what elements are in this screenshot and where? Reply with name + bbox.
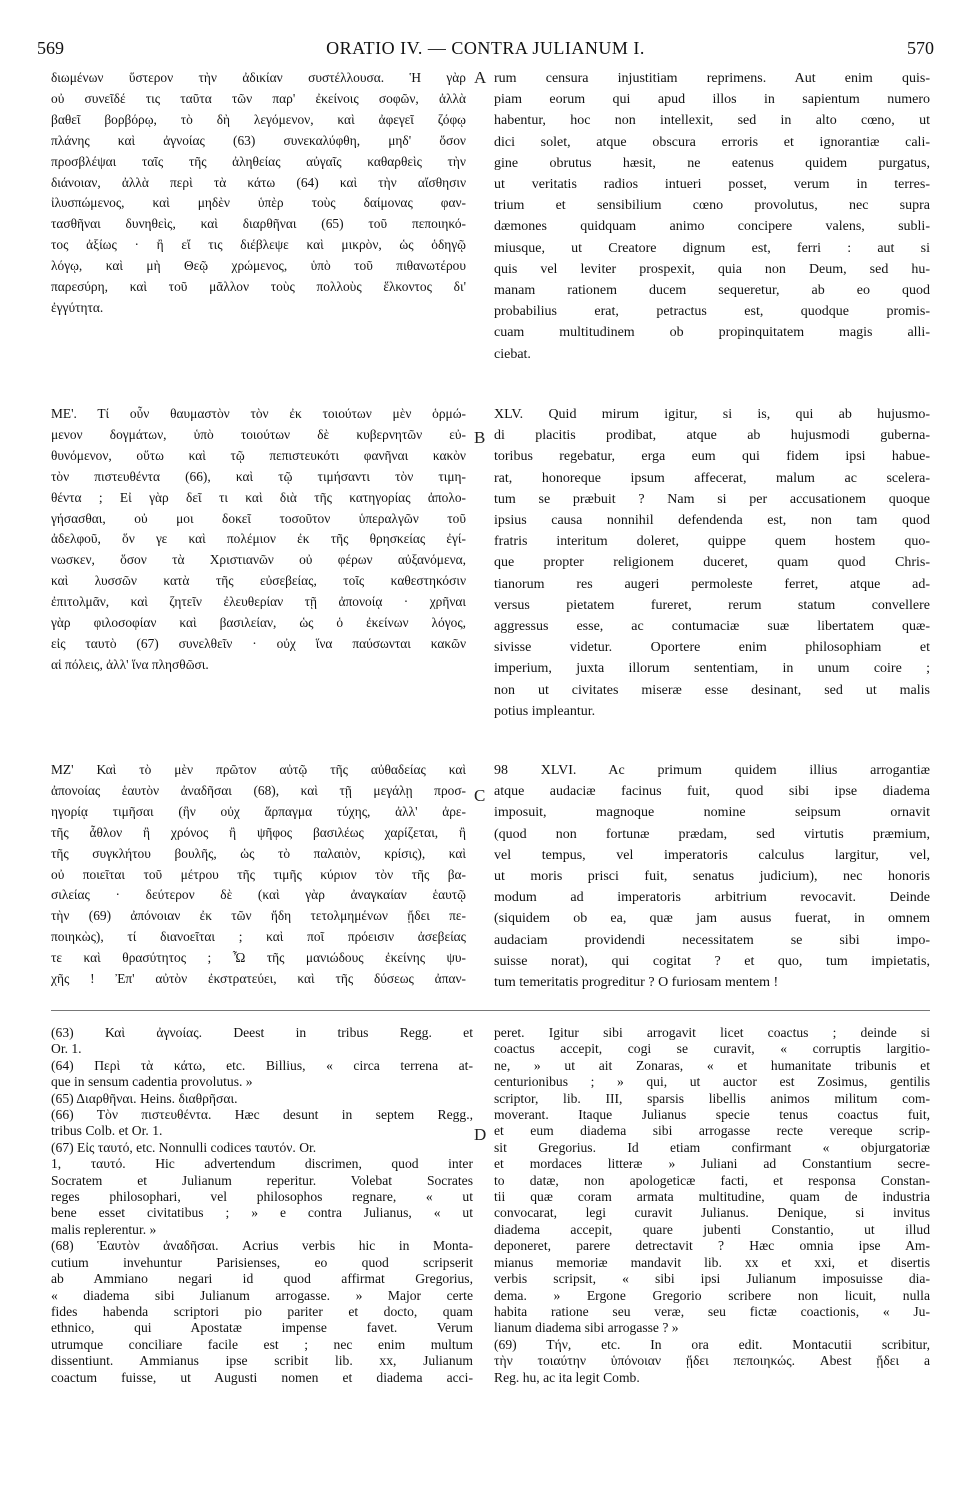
text-line: imposuit, magnoque nomine seipsum ornavit bbox=[494, 805, 930, 821]
text-line: Or. 1. bbox=[51, 1041, 82, 1057]
text-line: ηγορίᾳ τιμῆσαι (ἣν οὐχ ἅρπαγμα τύχης, ἀλλ' ἀρε- bbox=[51, 803, 466, 819]
text-line: toribus regebatur, erga eum qui fidem ipsi habue- bbox=[494, 449, 930, 465]
text-line: ἀπονοίας ἑαυτὸν ἀναδῆσαι (68), καὶ τῇ μεγάλῃ προσ- bbox=[51, 782, 466, 798]
text-line: (quod non fortunæ prædam, sed virtutis præmium, bbox=[494, 826, 930, 842]
text-line: λόγῳ, καὶ μὴ Θεῷ χρώμενος, ὑπὸ τοῦ πιθανωτέρου bbox=[51, 258, 466, 274]
text-line: tianorum res augeri permoleste ferret, atque ad- bbox=[494, 576, 930, 592]
text-line: suisse norat), qui cogitat ? et quo, tum impietatis, bbox=[494, 953, 930, 969]
text-line: XLV. Quid mirum igitur, si is, qui ab hujusmo- bbox=[494, 407, 930, 422]
text-line: διωμένων ὕστερον τὴν ἀδικίαν συστέλλουσα. Ἡ γὰρ bbox=[51, 70, 466, 85]
text-line: γὰρ φιλοσοφίαν καὶ βασιλείαν, ὡς ὁ ἐκείνων λόγος, bbox=[51, 615, 466, 631]
text-line: imperium, juxta illorum sententiam, in unum coire ; bbox=[494, 661, 930, 677]
text-line: dæmones quidquam animo concipere valens, subli- bbox=[494, 219, 930, 235]
text-line: utrumque conciliare facile est ; nec enim multum bbox=[51, 1336, 473, 1352]
text-line: dici solet, atque obscura erroris et ignorantiæ cali- bbox=[494, 134, 930, 150]
text-line: μενον δογμάτων, ὑπὸ τοιούτων δὲ κυβερνητῶν εὐ- bbox=[51, 426, 466, 442]
running-title: ORATIO IV. — CONTRA JULIANUM I. bbox=[326, 38, 645, 58]
text-line: tribus Colb. et Or. 1. bbox=[51, 1123, 163, 1139]
text-line: (63) Καὶ ἀγνοίας. Deest in tribus Regg. et bbox=[51, 1025, 473, 1040]
latin-text-block bbox=[494, 760, 930, 993]
margin-letter-a: A bbox=[474, 68, 487, 87]
text-line: probabilius erat, petractus est, quodque promis- bbox=[494, 304, 930, 320]
text-line: non ut civitates miseræ esse desinant, sed ut malis bbox=[494, 682, 930, 698]
text-line: ἐπιτολμᾶν, καὶ ζητεῖν ἐλευθερίαν τῇ ἀπονοίᾳ · χρῆναι bbox=[51, 594, 466, 610]
text-line: bene esset civitatibus ; » e contra Julianus, « ut bbox=[51, 1205, 473, 1221]
running-header bbox=[37, 38, 934, 64]
text-line: καὶ λυσσῶν κατὰ τῆς εὐσεβείας, τοῖς καθεστηκόσιν bbox=[51, 573, 466, 589]
text-line: versus pietatem fureret, rerum statum convellere bbox=[494, 597, 930, 613]
text-line: προσβλέψαι ταῖς τῆς ἀληθείας αὐγαῖς καθαρθεὶς τὴν bbox=[51, 153, 466, 169]
text-line: et mordaces litteræ » Juliani ad Constantium secre- bbox=[494, 1156, 930, 1172]
text-line: ab Ammiano negari id quod affirmat Gregorius, bbox=[51, 1271, 473, 1287]
text-line: θυνόμενον, οὕτω καὶ τῷ πεπιστευκότι φανῆναι κακὸν bbox=[51, 447, 466, 463]
text-line: piam eorum qui apud illos in sapientum numero bbox=[494, 92, 930, 108]
text-line: lianum diadema sibi arrogasse ? » bbox=[494, 1320, 679, 1336]
text-line: (67) Εἰς ταυτό, etc. Nonnulli codices ταυτόν. Or. bbox=[51, 1139, 317, 1155]
text-line: sit Gregorius. Id etiam confirmant « objurgatoriæ bbox=[494, 1139, 930, 1155]
text-line: mianus memoriæ mandavit lib. xx et xxi, et disertis bbox=[494, 1254, 930, 1270]
text-line: Reg. hu, ac ita legit Comb. bbox=[494, 1369, 640, 1385]
text-line: τὴν (69) ἀπόνοιαν ἐκ τῶν ἤδη τετολμημένων ᾔδει πε- bbox=[51, 908, 466, 924]
text-line: reges philosophari, vel philosophos regnare, « ut bbox=[51, 1189, 473, 1205]
text-line: modum ad imperatoris arbitrium revocavit. Deinde bbox=[494, 890, 930, 906]
text-line: coactus accepit, cogi se curavit, « corruptis largitio- bbox=[494, 1041, 930, 1057]
footnotes-left bbox=[51, 1025, 473, 1386]
latin-text-block bbox=[494, 68, 930, 365]
text-line: ciebat. bbox=[494, 346, 531, 362]
text-line: ne, » ut ait Zonaras, « et humanitate tribunis et bbox=[494, 1057, 930, 1073]
text-line: que propter religionem duceret, quam quod Chris- bbox=[494, 555, 930, 571]
text-line: (66) Τὸν πιστευθέντα. Hæc desunt in septem Regg., bbox=[51, 1107, 473, 1123]
text-line: « diadema sibi Julianum arrogasse. » Major certe bbox=[51, 1287, 473, 1303]
text-line: di placitis prodibat, atque ab hujusmodi guberna- bbox=[494, 428, 930, 444]
text-line: (68) Ἑαυτὸν ἀναδῆσαι. Acrius verbis hic in Monta- bbox=[51, 1238, 473, 1254]
text-line: 1, ταυτό. Hic advertendum discrimen, quod inter bbox=[51, 1156, 473, 1172]
text-line: atque audaciæ facinus fuit, quod sibi ipse diadema bbox=[494, 784, 930, 800]
text-line: γήσασθαι, οὐ μοι δοκεῖ τοσοῦτον ὑπεραλγῶν τοῦ bbox=[51, 510, 466, 526]
text-line: habita ratione seu veræ, seu fictæ coactionis, « Ju- bbox=[494, 1303, 930, 1319]
text-line: cuam multitudinem ob propinquitatem magis alli- bbox=[494, 325, 930, 341]
text-line: διάνοιαν, ἀλλὰ περὶ τὰ κάτω (64) καὶ τὴν αἴσθησιν bbox=[51, 174, 466, 190]
text-line: ἐγγύτητα. bbox=[51, 299, 104, 315]
text-line: deponeret, parere detrectavit ? Hæc omnia ipse Am- bbox=[494, 1238, 930, 1254]
text-line: εἰς ταυτὸ (67) συνελθεῖν · οὐχ ἵνα παύσωνται κακῶν bbox=[51, 635, 466, 651]
text-line: dema. » Ergone Gregorio scribere non licuit, nulla bbox=[494, 1287, 930, 1303]
text-line: quis vel leviter prospexit, quia non Deum, sed hu- bbox=[494, 261, 930, 277]
text-line: sivisse videtur. Oportere enim philosophiam et bbox=[494, 640, 930, 656]
text-line: ΜΖ' Καὶ τὸ μὲν πρῶτον αὐτῷ τῆς αὐθαδείας καὶ bbox=[51, 762, 466, 777]
text-line: trium et sensibilium cœno provolutus, nec supra bbox=[494, 198, 930, 214]
greek-text-block bbox=[51, 68, 466, 319]
text-line: audaciam providendi necessitatem se sibi impo- bbox=[494, 932, 930, 948]
text-line: fratris interitum doleret, quippe quem hostem quo- bbox=[494, 534, 930, 550]
text-line: rat, honoreque ipsum affecerat, malum ac scelera- bbox=[494, 470, 930, 486]
text-line: que in sensum cadentia provolutus. » bbox=[51, 1074, 253, 1090]
text-line: ut moris prisci fuit, senatus judicium), nec honoris bbox=[494, 869, 930, 885]
text-line: gine obrutus hæsit, ne eatenus quidem purgatus, bbox=[494, 155, 930, 171]
text-line: coactum fuisse, ut Augusti nomen et diadema acci- bbox=[51, 1369, 473, 1385]
text-line: (64) Περὶ τὰ κάτω, etc. Billius, « circa terrena at- bbox=[51, 1057, 473, 1073]
greek-text-block bbox=[51, 404, 466, 676]
text-line: οὐ συνεῖδέ τις ταῦτα τῶν παρ' ἐκείνοις σοφῶν, ἀλλὰ bbox=[51, 90, 466, 106]
page-number-right: 570 bbox=[907, 38, 934, 58]
greek-text-block bbox=[51, 760, 466, 990]
text-line: diadema accepit, quare jubenti Constantio, ut illud bbox=[494, 1221, 930, 1237]
text-line: αἱ πόλεις, ἀλλ' ἵνα πλησθῶσι. bbox=[51, 656, 209, 672]
text-line: aggressus esse, ac contumaciæ suæ libertatem quæ- bbox=[494, 619, 930, 635]
margin-letter-c: C bbox=[474, 786, 486, 805]
text-line: centurionibus ; » qui, ut auctor est Zosimus, gentilis bbox=[494, 1074, 930, 1090]
text-line: (65) Διαρθῆναι. Heins. διαθρῆσαι. bbox=[51, 1090, 238, 1106]
footnotes-right bbox=[494, 1025, 930, 1386]
margin-letter-b: B bbox=[474, 428, 486, 447]
text-line: dissentiunt. Ammianus ipse scribit lib. xx, Julianum bbox=[51, 1353, 473, 1369]
text-line: miusque, ut Creatore dignum est, ferri : aut si bbox=[494, 240, 930, 256]
text-line: τῆς ἆθλον ἢ χρόνος ἢ ψῆφος βασιλέως χαρίζεται, ἢ bbox=[51, 824, 466, 840]
text-line: τε καὶ θρασύτητος ; Ὦ τῆς μανιώδους ἐκείνης ψυ- bbox=[51, 950, 466, 966]
text-line: χῆς ! Ἐπ' αὐτὸν ἐκστρατεύει, καὶ τῆς δύσεως ἀπαν- bbox=[51, 971, 466, 987]
text-line: scriptor, lib. III, sparsis libellis animos militum com- bbox=[494, 1090, 930, 1106]
text-line: malis replerentur. » bbox=[51, 1221, 157, 1237]
text-line: τος ἀξίως · ἢ εἴ τις διέβλεψε καὶ μικρὸν, ὡς ὁδηγῷ bbox=[51, 237, 466, 253]
page-number-left: 569 bbox=[37, 38, 64, 58]
text-line: τῆς συγκλήτου βουλῆς, ὡς τὸ παλαιὸν, κρίσις), καὶ bbox=[51, 845, 466, 861]
footnote-separator bbox=[51, 1010, 930, 1011]
latin-text-block bbox=[494, 404, 930, 722]
text-line: οὐ ποιεῖται τοῦ μέτρου τῆς τιμῆς κύριον τὸν τῆς βα- bbox=[51, 866, 466, 882]
text-line: convocarat, legi curavit Julianus. Denique, si invitus bbox=[494, 1205, 930, 1221]
text-line: 98 XLVI. Ac primum quidem illius arrogantiæ bbox=[494, 763, 930, 778]
text-line: moverant. Itaque Julianus specie tenus coactus fuit, bbox=[494, 1107, 930, 1123]
text-line: potius impleantur. bbox=[494, 703, 596, 719]
text-line: to datæ, non apologeticæ facti, et responsa Constan- bbox=[494, 1172, 930, 1188]
text-line: tii quæ coram armata multitudine, quam de industria bbox=[494, 1189, 930, 1205]
text-line: ποιηκὼς), τί διανοεῖται ; καὶ ποῖ πρόεισιν ἀσεβείας bbox=[51, 929, 466, 945]
text-line: habentur, hoc non intellexit, sed in alto cœno, ut bbox=[494, 113, 930, 129]
text-line: ΜΕ'. Τί οὖν θαυμαστὸν τὸν ἐκ τοιούτων μὲν ὁρμώ- bbox=[51, 406, 466, 421]
margin-letter-d: D bbox=[474, 1125, 487, 1144]
text-line: θέντα ; Εἰ γὰρ δεῖ τι καὶ διὰ τῆς κατηγορίας ἀπολο- bbox=[51, 489, 466, 505]
text-line: ut veritatis radios intueri posset, verum in terres- bbox=[494, 177, 930, 193]
text-line: et eum diadema sibi arrogasse recte vereque scrip- bbox=[494, 1123, 930, 1139]
text-line: ἀδελφοῦ, ὅν γε καὶ πολέμιον ἐκ τῆς θρησκείας ἐγί- bbox=[51, 531, 466, 547]
text-line: manam rationem ducem sequeretur, ab eo quod bbox=[494, 283, 930, 299]
text-line: βαθεῖ βορβόρῳ, τὸ δὴ λεγόμενον, καὶ ἀφεγεῖ ζόφῳ bbox=[51, 111, 466, 127]
text-line: (69) Τήν, etc. In ora edit. Montacutii scribitur, bbox=[494, 1336, 930, 1352]
text-line: σιλείας · δεύτερον δὲ (καὶ γὰρ ἀναγκαίαν ἑαυτῷ bbox=[51, 887, 466, 903]
text-line: τὸν πιστευθέντα (66), καὶ τῷ τιμήσαντι τὸν τιμη- bbox=[51, 468, 466, 484]
text-line: peret. Igitur sibi arrogavit licet coactus ; deinde si bbox=[494, 1025, 930, 1040]
text-line: νωσκεν, ὅσον τὰ Χριστιανῶν οὐ φέρων αὐξανόμενα, bbox=[51, 552, 466, 568]
text-line: Socratem et Julianum reperitur. Volebat Socrates bbox=[51, 1172, 473, 1188]
text-line: ipsius causa nonnihil defendenda est, non tam quod bbox=[494, 513, 930, 529]
text-line: ethnico, qui Apostatæ impense favet. Verum bbox=[51, 1320, 473, 1336]
text-line: τὴν τοιαύτην ὑπόνοιαν ᾔδει πεποιηκώς. Abest ᾔδει a bbox=[494, 1353, 930, 1369]
text-line: tum temeritatis progreditur ? O furiosam mentem ! bbox=[494, 975, 779, 991]
text-line: (siquidem ob ea, quæ jam ausus fuerat, in omnem bbox=[494, 911, 930, 927]
text-line: ἰλυσπώμενος, καὶ μηδὲν ὑπὲρ τοὺς δαίμονας φαν- bbox=[51, 195, 466, 211]
text-line: rum censura injustitiam reprimens. Aut enim quis- bbox=[494, 71, 930, 86]
text-line: fides habenda scriptori pio pariter et docto, quam bbox=[51, 1303, 473, 1319]
text-line: cutium invehuntur Parisienses, eo quod scripserit bbox=[51, 1254, 473, 1270]
text-line: tum se præbuit ? Nam si per accusationem quoque bbox=[494, 491, 930, 507]
text-line: vel tempus, vel imperatoris calculus largitur, vel, bbox=[494, 847, 930, 863]
text-line: παρεσύρη, καὶ τοῦ μᾶλλον τοὺς πολλοὺς ἕλκοντος δι' bbox=[51, 279, 466, 295]
text-line: τασθῆναι δυνηθεὶς, καὶ διαρθῆναι (65) τοῦ πεποιηκό- bbox=[51, 216, 466, 232]
text-line: verbis scripsit, « sibi ipsi Julianum imposuisse dia- bbox=[494, 1271, 930, 1287]
text-line: πλάνης καὶ ἀγνοίας (63) συνεκαλύφθη, μηδ' ὅσον bbox=[51, 132, 466, 148]
